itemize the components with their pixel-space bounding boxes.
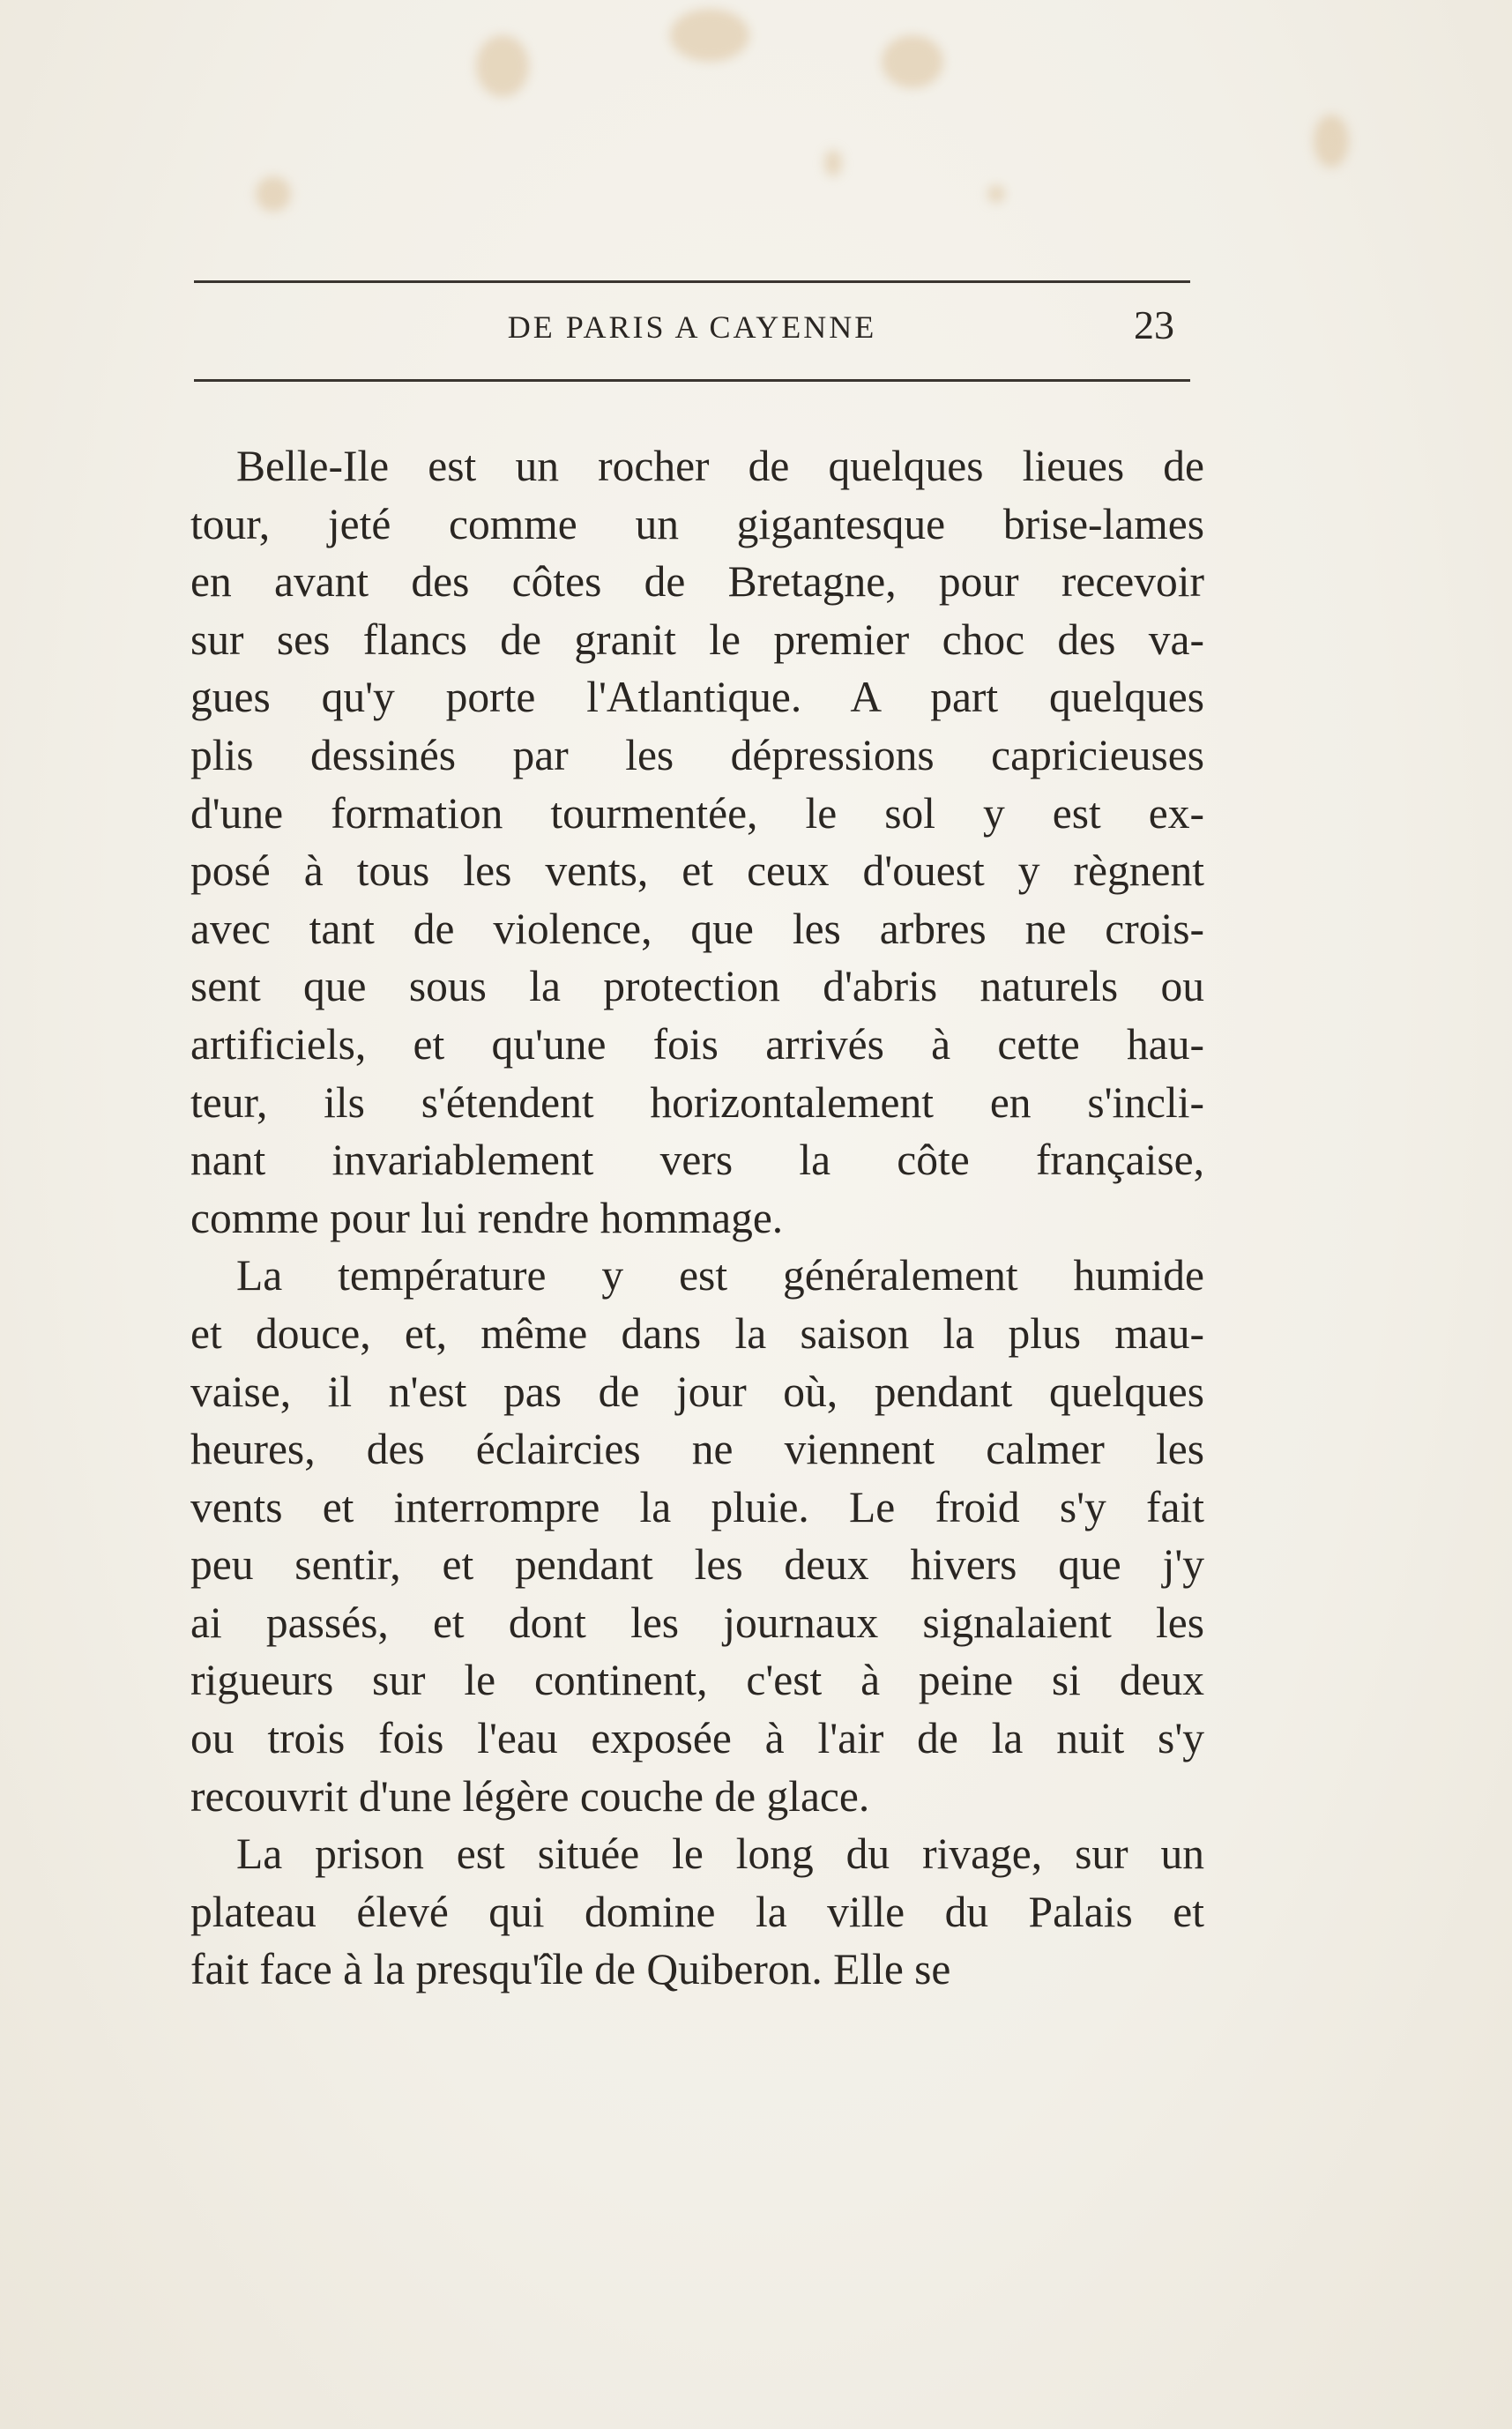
text-line: fait face à la presqu'île de Quiberon. Elle se <box>190 1945 951 1994</box>
text-line: La température y est généralement humide <box>236 1251 1204 1300</box>
text-line: tour, jeté comme un gigantesque brise-lames <box>190 499 1204 548</box>
text-line: vents et interrompre la pluie. Le froid s'y fait <box>190 1482 1204 1531</box>
text-line: comme pour lui rendre hommage. <box>190 1193 784 1242</box>
running-title: DE PARIS A CAYENNE <box>507 309 877 345</box>
text-line: rigueurs sur le continent, c'est à peine si deux <box>190 1656 1204 1705</box>
foxing-stain <box>256 176 291 212</box>
foxing-stain <box>882 35 943 88</box>
paragraph <box>190 1247 1204 1825</box>
text-line: sent que sous la protection d'abris naturels ou <box>190 962 1204 1011</box>
text-line: posé à tous les vents, et ceux d'ouest y règnent <box>190 846 1204 896</box>
header-bottom-rule <box>194 379 1190 382</box>
text-line: Belle-Ile est un rocher de quelques lieues de <box>236 442 1204 490</box>
text-line: plateau élevé qui domine la ville du Palais et <box>190 1887 1204 1936</box>
foxing-stain <box>670 9 749 62</box>
foxing-stain <box>476 35 529 97</box>
text-line: et douce, et, même dans la saison la plus mau- <box>190 1308 1204 1358</box>
text-line: artificiels, et qu'une fois arrivés à cette hau- <box>190 1019 1204 1069</box>
text-line: d'une formation tourmentée, le sol y est ex- <box>190 788 1204 838</box>
text-line: vaise, il n'est pas de jour où, pendant quelques <box>190 1367 1204 1416</box>
paragraph <box>190 437 1204 1247</box>
text-line: plis dessinés par les dépressions capricieuses <box>190 730 1204 779</box>
text-line: La prison est située le long du rivage, sur un <box>236 1829 1204 1879</box>
paragraph <box>190 1825 1204 1999</box>
text-line: gues qu'y porte l'Atlantique. A part quelques <box>190 673 1204 722</box>
page-header <box>194 300 1190 370</box>
text-line: peu sentir, et pendant les deux hivers que j'y <box>190 1540 1204 1590</box>
text-line: nant invariablement vers la côte française, <box>190 1136 1204 1185</box>
text-line: heures, des éclaircies ne viennent calmer les <box>190 1425 1204 1474</box>
text-line: teur, ils s'étendent horizontalement en s'incli- <box>190 1077 1204 1127</box>
text-line: recouvrit d'une légère couche de glace. <box>190 1771 870 1821</box>
text-line: ai passés, et dont les journaux signalaient les <box>190 1598 1204 1647</box>
text-line: ou trois fois l'eau exposée à l'air de la nuit s'y <box>190 1714 1204 1763</box>
header-top-rule <box>194 280 1190 283</box>
foxing-stain <box>987 185 1005 203</box>
text-line: sur ses flancs de granit le premier choc des va- <box>190 615 1204 664</box>
text-line: avec tant de violence, que les arbres ne crois- <box>190 904 1204 953</box>
foxing-stain <box>824 150 842 176</box>
text-line: en avant des côtes de Bretagne, pour recevoir <box>190 557 1204 607</box>
foxing-stain <box>1314 115 1349 168</box>
body-text <box>190 437 1204 1999</box>
page-number: 23 <box>1134 302 1174 347</box>
